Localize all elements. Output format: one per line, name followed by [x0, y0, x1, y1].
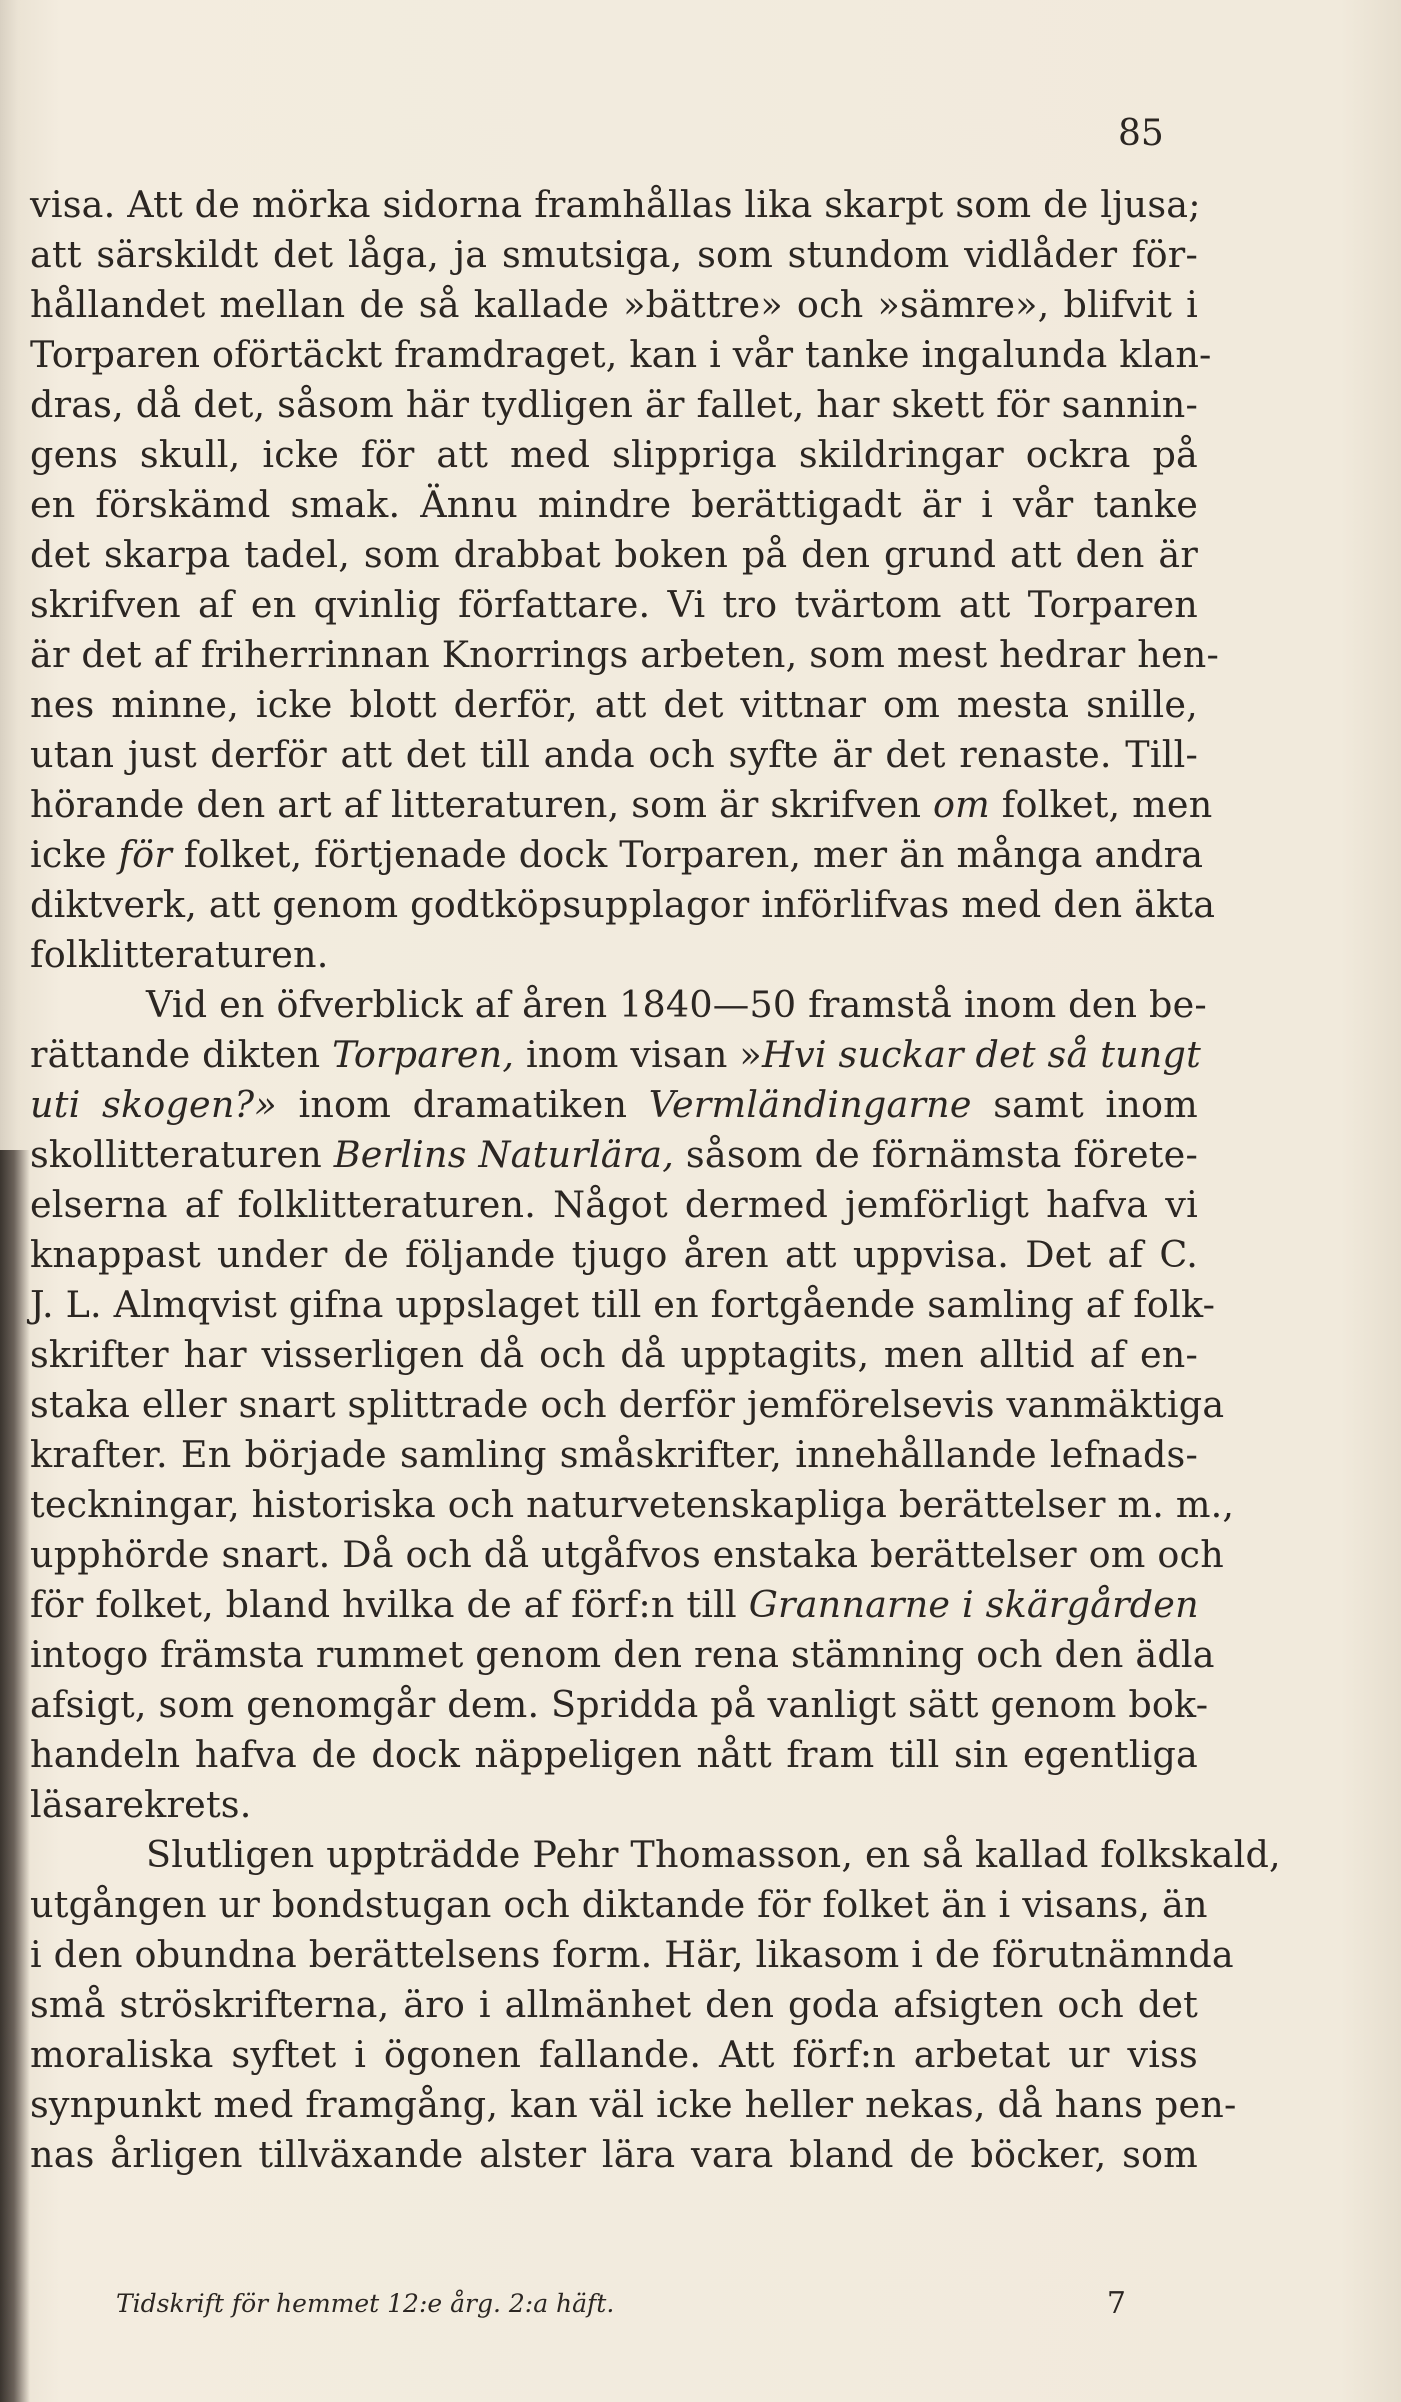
text-line: J. L. Almqvist gifna uppslaget till en fortgående samling af folk- — [30, 1283, 1216, 1326]
text-line: rättande dikten Torparen, inom visan »Hvi suckar det så tungt — [30, 1033, 1201, 1076]
text-line: gens skull, icke för att med slippriga skildringar ockra på — [30, 433, 1198, 476]
text-line: Slutligen uppträdde Pehr Thomasson, en så kallad folkskald, — [146, 1833, 1281, 1876]
text-line: skrifven af en qvinlig författare. Vi tro tvärtom att Torparen — [30, 583, 1198, 626]
text-line: uti skogen?» inom dramatiken Vermländingarne samt inom — [30, 1083, 1198, 1126]
text-line: folklitteraturen. — [30, 933, 329, 976]
text-line: dras, då det, såsom här tydligen är fallet, har skett för sannin- — [30, 383, 1198, 426]
text-line: handeln hafva de dock näppeligen nått fram till sin egentliga — [30, 1733, 1198, 1776]
text-line: afsigt, som genomgår dem. Spridda på vanligt sätt genom bok- — [30, 1683, 1209, 1726]
text-line: hörande den art af litteraturen, som är skrifven om folket, men — [30, 783, 1213, 826]
text-line: Vid en öfverblick af åren 1840—50 framstå inom den be- — [146, 983, 1207, 1026]
text-line: är det af friherrinnan Knorrings arbeten, som mest hedrar hen- — [30, 633, 1220, 676]
text-line: läsarekrets. — [30, 1783, 252, 1826]
binding-shadow — [0, 1150, 30, 2402]
text-line: icke för folket, förtjenade dock Torparen, mer än många andra — [30, 833, 1204, 876]
text-line: elserna af folklitteraturen. Något dermed jemförligt hafva vi — [30, 1183, 1198, 1226]
text-line: det skarpa tadel, som drabbat boken på den grund att den är — [30, 533, 1198, 576]
text-line: skollitteraturen Berlins Naturlära, såsom de förnämsta förete- — [30, 1133, 1198, 1176]
text-line: synpunkt med framgång, kan väl icke heller nekas, då hans pen- — [30, 2083, 1237, 2126]
text-line: nas årligen tillväxande alster lära vara bland de böcker, som — [30, 2133, 1198, 2176]
text-line: små ströskrifterna, äro i allmänhet den goda afsigten och det — [30, 1983, 1198, 2026]
text-line: knappast under de följande tjugo åren att uppvisa. Det af C. — [30, 1233, 1198, 1276]
body-text — [30, 180, 1281, 2180]
text-line: hållandet mellan de så kallade »bättre» och »sämre», blifvit i — [30, 283, 1198, 326]
text-line: nes minne, icke blott derför, att det vittnar om mesta snille, — [30, 683, 1198, 726]
text-line: upphörde snart. Då och då utgåfvos enstaka berättelser om och — [30, 1533, 1224, 1576]
text-line: visa. Att de mörka sidorna framhållas lika skarpt som de ljusa; — [30, 183, 1201, 226]
text-line: moraliska syftet i ögonen fallande. Att förf:n arbetat ur viss — [30, 2033, 1198, 2076]
text-line: att särskildt det låga, ja smutsiga, som stundom vidlåder för- — [30, 233, 1198, 276]
text-line: staka eller snart splittrade och derför jemförelsevis vanmäktiga — [30, 1383, 1225, 1426]
text-line: diktverk, att genom godtköpsupplagor införlifvas med den äkta — [30, 883, 1216, 926]
text-line: krafter. En började samling småskrifter, innehållande lefnads- — [30, 1433, 1198, 1476]
journal-signature: Tidskrift för hemmet 12:e årg. 2:a häft. — [116, 2289, 615, 2318]
text-line: för folket, bland hvilka de af förf:n till Grannarne i skärgården — [30, 1583, 1199, 1626]
sheet-signature: 7 — [1106, 2286, 1126, 2321]
text-line: teckningar, historiska och naturvetenskapliga berättelser m. m., — [30, 1483, 1235, 1526]
text-line: skrifter har visserligen då och då upptagits, men alltid af en- — [30, 1333, 1198, 1376]
text-line: i den obundna berättelsens form. Här, likasom i de förutnämnda — [30, 1933, 1234, 1976]
text-line: utan just derför att det till anda och syfte är det renaste. Till- — [30, 733, 1198, 776]
text-line: intogo främsta rummet genom den rena stämning och den ädla — [30, 1633, 1215, 1676]
page-footer — [116, 2286, 1126, 2322]
text-line: Torparen oförtäckt framdraget, kan i vår tanke ingalunda klan- — [30, 333, 1212, 376]
text-line: en förskämd smak. Ännu mindre berättigadt är i vår tanke — [30, 483, 1198, 526]
text-line: utgången ur bondstugan och diktande för folket än i visans, än — [30, 1883, 1208, 1926]
page-number: 85 — [1118, 113, 1164, 154]
